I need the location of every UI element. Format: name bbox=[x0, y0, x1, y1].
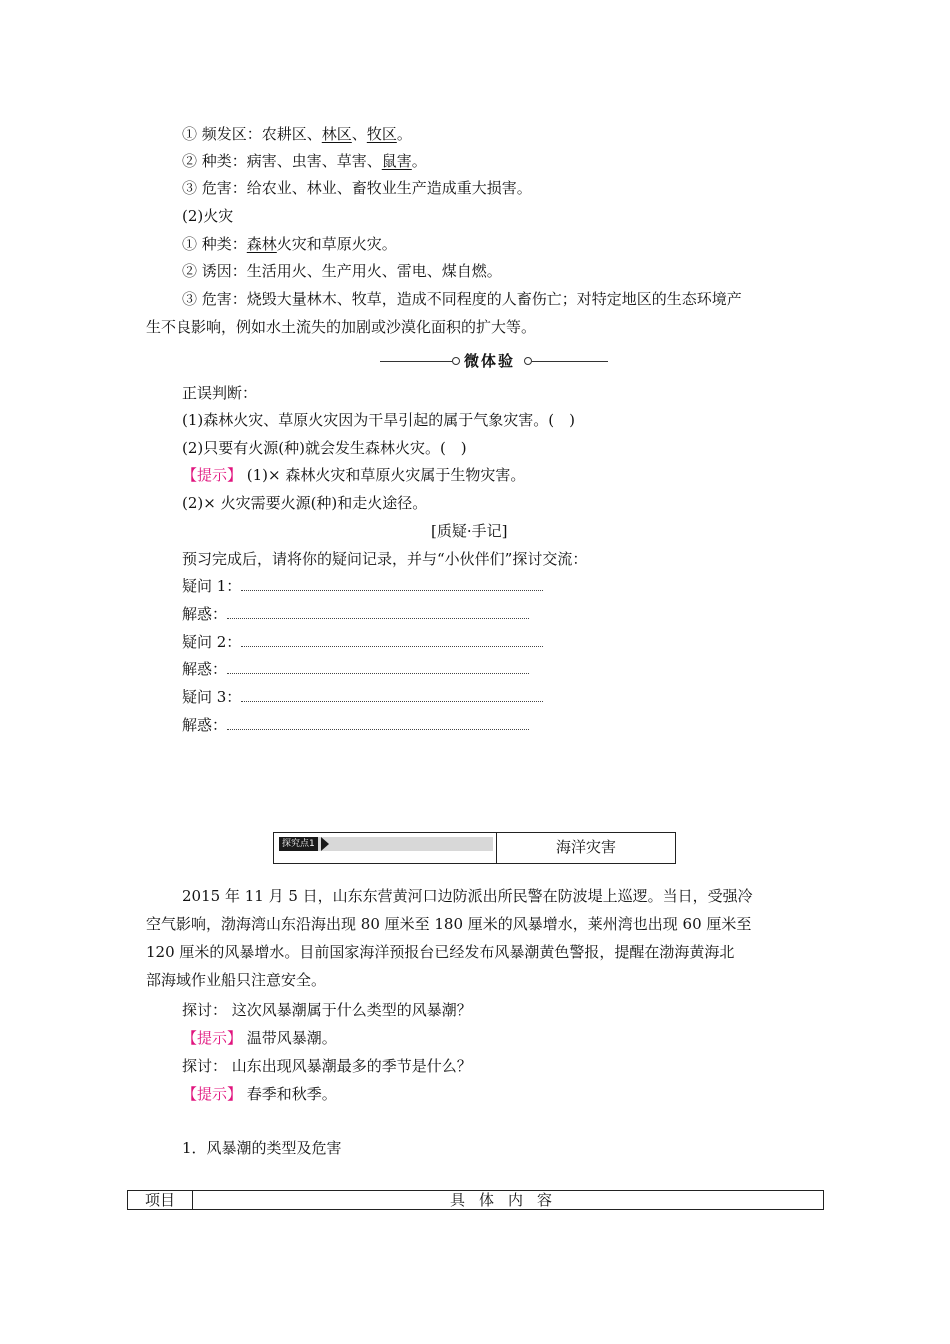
passage-line-4: 部海域作业船只注意安全。 bbox=[146, 971, 327, 989]
underlined-forest: 森林 bbox=[246, 235, 277, 253]
answer-blank[interactable] bbox=[227, 715, 529, 730]
pest-type-text: ② 种类：病害、虫害、草害、 bbox=[182, 152, 382, 170]
answer-blank[interactable] bbox=[241, 576, 543, 591]
passage-line-1: 2015 年 11 月 5 日，山东东营黄河口边防派出所民警在防波堤上巡逻。当日，受强冷 bbox=[182, 887, 753, 905]
question-label: 疑问 3： bbox=[182, 688, 242, 706]
separator: 、 bbox=[351, 125, 367, 143]
judge-intro: 正误判断： bbox=[182, 384, 258, 402]
fire-cause-line: ② 诱因：生活用火、生产用火、雷电、煤自燃。 bbox=[182, 262, 502, 280]
hint-2 bbox=[182, 1084, 337, 1104]
discussion-2: 探讨： 山东出现风暴潮最多的季节是什么？ bbox=[182, 1057, 472, 1075]
fire-type-line bbox=[182, 234, 397, 254]
banner-circle-left bbox=[452, 357, 460, 365]
passage-line-3: 120 厘米的风暴增水。目前国家海洋预报台已经发布风暴潮黄色警报，提醒在渤海黄海北 bbox=[146, 943, 735, 961]
hint-label: 【提示】 bbox=[182, 466, 243, 484]
notes-intro: 预习完成后，请将你的疑问记录，并与“小伙伴们”探讨交流： bbox=[182, 550, 588, 568]
underlined-forest-area: 林区 bbox=[321, 125, 352, 143]
resolve-row-1 bbox=[182, 604, 529, 624]
hint-1 bbox=[182, 1028, 337, 1048]
pest-area-text: ① 频发区：农耕区、 bbox=[182, 125, 322, 143]
hint-text: 温带风暴潮。 bbox=[242, 1029, 337, 1047]
hint-text: 春季和秋季。 bbox=[242, 1085, 337, 1103]
hint-label: 【提示】 bbox=[182, 1029, 243, 1047]
answer-blank[interactable] bbox=[227, 604, 529, 619]
resolve-row-3 bbox=[182, 715, 529, 735]
period: 。 bbox=[396, 125, 412, 143]
question-row-1 bbox=[182, 576, 543, 596]
banner-circle-right bbox=[524, 357, 532, 365]
hint-label: 【提示】 bbox=[182, 1085, 243, 1103]
explore-tag-arrow-icon bbox=[321, 837, 329, 851]
period: 。 bbox=[411, 152, 427, 170]
column-item: 项目 bbox=[128, 1191, 193, 1209]
micro-experience-banner bbox=[380, 352, 608, 370]
notes-title: [质疑·手记] bbox=[431, 522, 508, 540]
question-row-3 bbox=[182, 687, 543, 707]
column-content: 具体内容 bbox=[449, 1191, 566, 1209]
judge-answer-1 bbox=[182, 465, 525, 485]
explore-topic: 海洋灾害 bbox=[555, 838, 616, 856]
banner-rule-right bbox=[532, 361, 608, 362]
storm-surge-table-header bbox=[127, 1190, 824, 1210]
question-label: 疑问 1： bbox=[182, 577, 242, 595]
judge-question-1: (1)森林火灾、草原火灾因为干旱引起的属于气象灾害。( ) bbox=[182, 411, 575, 429]
passage-line-2: 空气影响，渤海湾山东沿海出现 80 厘米至 180 厘米的风暴增水，莱州湾也出现 60 厘米至 bbox=[146, 915, 752, 933]
underlined-pasture-area: 牧区 bbox=[366, 125, 397, 143]
resolve-label: 解惑： bbox=[182, 660, 228, 678]
answer-blank[interactable] bbox=[241, 687, 543, 702]
section-heading: 1．风暴潮的类型及危害 bbox=[182, 1139, 342, 1157]
fire-heading: (2)火灾 bbox=[182, 207, 234, 225]
fire-type-text: ① 种类： bbox=[182, 235, 247, 253]
pest-area-line bbox=[182, 124, 412, 144]
judge-question-2: (2)只要有火源(种)就会发生森林火灾。( ) bbox=[182, 439, 467, 457]
answer-blank[interactable] bbox=[227, 659, 529, 674]
resolve-label: 解惑： bbox=[182, 716, 228, 734]
question-label: 疑问 2： bbox=[182, 633, 242, 651]
answer-text: (1)× 森林火灾和草原火灾属于生物灾害。 bbox=[242, 466, 526, 484]
explore-tag: 探究点1 bbox=[279, 837, 318, 851]
underlined-rodent: 鼠害 bbox=[381, 152, 412, 170]
pest-type-line bbox=[182, 151, 427, 171]
fire-harm-line-1: ③ 危害：烧毁大量林木、牧草，造成不同程度的人畜伤亡；对特定地区的生态环境产 bbox=[182, 290, 742, 308]
banner-title: 微体验 bbox=[464, 352, 516, 370]
question-row-2 bbox=[182, 632, 543, 652]
resolve-label: 解惑： bbox=[182, 605, 228, 623]
discussion-1: 探讨： 这次风暴潮属于什么类型的风暴潮？ bbox=[182, 1001, 472, 1019]
fire-type-rest: 火灾和草原火灾。 bbox=[276, 235, 397, 253]
resolve-row-2 bbox=[182, 659, 529, 679]
judge-answer-2: (2)× 火灾需要火源(种)和走火途径。 bbox=[182, 494, 428, 512]
answer-blank[interactable] bbox=[241, 632, 543, 647]
fire-harm-line-2: 生不良影响，例如水土流失的加剧或沙漠化面积的扩大等。 bbox=[146, 318, 537, 336]
pest-harm-line: ③ 危害：给农业、林业、畜牧业生产造成重大损害。 bbox=[182, 179, 532, 197]
banner-rule-left bbox=[380, 361, 452, 362]
explore-point-box bbox=[273, 832, 676, 864]
